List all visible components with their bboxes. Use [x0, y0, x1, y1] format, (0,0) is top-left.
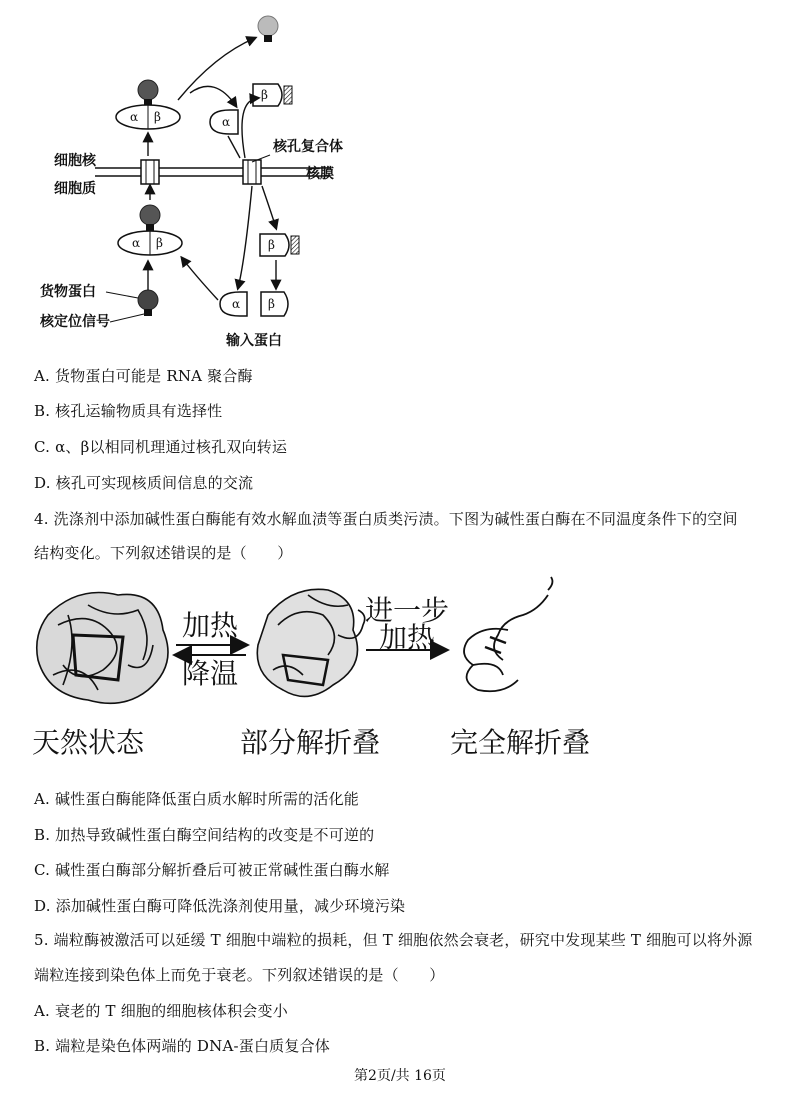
full-unfold-structure — [464, 577, 552, 691]
native-state-structure — [37, 593, 168, 704]
label-nls: 核定位信号 — [40, 314, 110, 330]
beta-exportin-cytoplasm — [260, 234, 299, 256]
svg-text:α: α — [132, 236, 141, 250]
label-nuclear-membrane: 核膜 — [306, 166, 334, 182]
label-native-state: 天然状态 — [32, 726, 145, 759]
q3-option-a: A. 货物蛋白可能是 RNA 聚合酶 — [34, 367, 253, 385]
q3-option-d: D. 核孔可实现核质间信息的交流 — [34, 474, 254, 492]
released-cargo-protein — [258, 16, 278, 42]
q4-option-a: A. 碱性蛋白酶能降低蛋白质水解时所需的活化能 — [34, 790, 359, 808]
complex-nucleus — [116, 80, 180, 129]
q3-option-b: B. 核孔运输物质具有选择性 — [34, 402, 223, 420]
cargo-protein — [138, 290, 158, 316]
label-partial-unfold: 部分解折叠 — [240, 726, 381, 759]
q5-stem-line2: 端粒连接到染色体上而免于衰老。下列叙述错误的是（ ） — [34, 966, 445, 984]
svg-text:β: β — [268, 297, 275, 311]
label-heat2: 加热 — [379, 621, 436, 654]
label-further: 进一步 — [365, 594, 450, 627]
q4-option-b: B. 加热导致碱性蛋白酶空间结构的改变是不可逆的 — [34, 826, 375, 844]
nuclear-transport-diagram — [40, 0, 380, 355]
label-heat: 加热 — [182, 609, 239, 642]
label-cool: 降温 — [182, 657, 239, 690]
importin-alpha — [220, 292, 247, 316]
label-importin: 输入蛋白 — [226, 333, 282, 349]
protease-folding-figure — [28, 575, 598, 765]
label-nuclear-pore-complex: 核孔复合体 — [273, 139, 343, 155]
svg-text:α: α — [222, 115, 231, 129]
svg-text:β: β — [156, 236, 163, 250]
beta-exportin-nucleus — [253, 84, 292, 106]
nuclear-membrane — [95, 168, 330, 176]
q3-option-c: C. α、β以相同机理通过核孔双向转运 — [34, 438, 288, 456]
nuclear-pore-right — [243, 160, 261, 184]
nuclear-pore-left — [141, 160, 159, 184]
importin-beta — [261, 292, 288, 316]
svg-text:β: β — [261, 88, 268, 102]
beta-symbol: β — [154, 110, 161, 124]
q5-option-b: B. 端粒是染色体两端的 DNA-蛋白质复合体 — [34, 1037, 330, 1055]
page-footer: 第2页/共 16页 — [354, 1068, 446, 1084]
alpha-free-nucleus — [210, 110, 238, 134]
equilibrium-arrows — [176, 645, 246, 655]
alpha-symbol: α — [130, 110, 139, 124]
q4-stem-line2: 结构变化。下列叙述错误的是（ ） — [34, 544, 293, 562]
label-cargo-protein: 货物蛋白 — [40, 284, 96, 300]
label-full-unfold: 完全解折叠 — [450, 726, 591, 759]
label-cytoplasm: 细胞质 — [54, 181, 96, 197]
q4-option-c: C. 碱性蛋白酶部分解折叠后可被正常碱性蛋白酶水解 — [34, 861, 390, 879]
svg-text:α: α — [232, 297, 241, 311]
q5-stem-line1: 5. 端粒酶被激活可以延缓 T 细胞中端粒的损耗，但 T 细胞依然会衰老，研究中发现某些 T 细胞可以将外源 — [34, 931, 753, 949]
q4-option-d: D. 添加碱性蛋白酶可降低洗涤剂使用量，减少环境污染 — [34, 897, 406, 915]
q4-stem-line1: 4. 洗涤剂中添加碱性蛋白酶能有效水解血渍等蛋白质类污渍。下图为碱性蛋白酶在不同温度条件下的空间 — [34, 510, 738, 528]
label-nucleus: 细胞核 — [54, 153, 96, 169]
partial-unfold-structure — [257, 589, 364, 696]
q5-option-a: A. 衰老的 T 细胞的细胞核体积会变小 — [34, 1002, 288, 1020]
svg-text:β: β — [268, 238, 275, 252]
complex-cytoplasm — [118, 205, 182, 255]
